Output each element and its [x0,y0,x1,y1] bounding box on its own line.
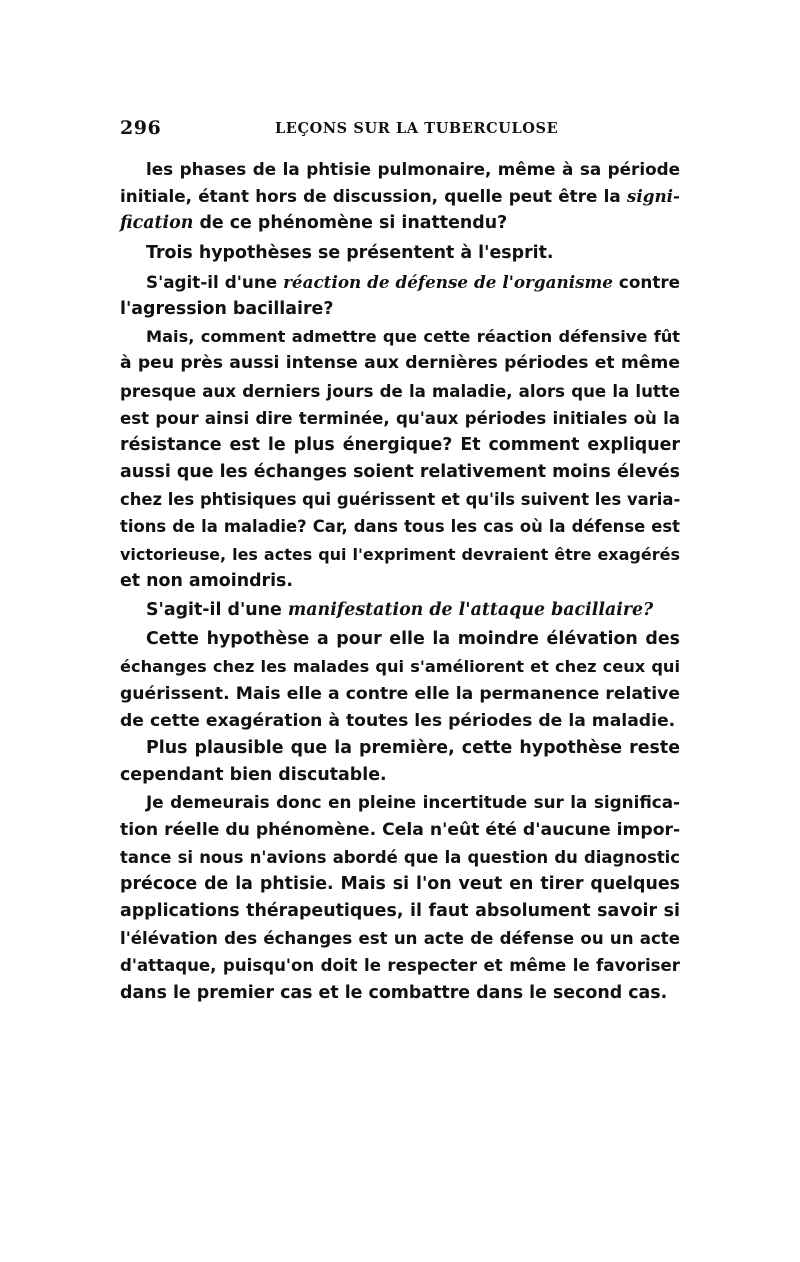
text-line [120,486,680,513]
text-line [120,568,680,595]
body-text [120,156,680,1007]
text-segment: presque aux derniers jours de la maladie, alors que la lutte [120,381,680,401]
paragraph [120,238,680,267]
text-segment: cependant bien discutable. [120,765,387,786]
text-segment: de ce phénomène si inattendu? [193,213,508,234]
text-line [120,432,680,459]
text-segment: tions de la maladie? Car, dans tous les cas où la défense est [120,517,680,537]
text-segment: Plus plausible que la première, cette hypothèse reste [146,737,680,758]
text-segment: S'agit-il d'une [146,600,288,620]
text-line [120,240,680,267]
text-line [120,925,680,952]
text-line [120,980,680,1007]
text-line [120,789,680,816]
text-segment: et non amoindris. [120,570,294,591]
text-segment: à peu près aussi intense aux dernières périodes et même [120,353,680,374]
text-line [120,405,680,432]
text-segment: Trois hypothèses se présentent à l'esprit. [146,242,554,263]
text-line [120,817,680,844]
text-segment: échanges chez les malades qui s'améliorent et chez ceux qui [120,657,680,677]
italic-phrase: fication [120,213,194,234]
text-segment: aussi que les échanges soient relativement moins élevés [120,462,680,483]
text-segment: victorieuse, les actes qui l'expriment devraient être exagérés [120,544,680,564]
text-line [120,210,680,237]
text-line [120,626,680,653]
text-segment: résistance est le plus énergique? Et comment expliquer [120,434,680,455]
paragraph [120,595,680,624]
text-segment: Cette hypothèse a pour elle la moindre élévation des [146,629,680,650]
text-line [120,350,680,377]
page-header [120,117,680,147]
text-line [120,708,680,735]
text-line [120,653,680,680]
text-segment: de cette exagération à toutes les périodes de la maladie. [120,710,676,731]
text-segment: applications thérapeutiques, il faut absolument savoir si [120,901,680,922]
text-line [120,378,680,405]
text-segment: l'élévation des échanges est un acte de défense ou un acte [120,929,680,949]
italic-phrase: signi- [626,186,680,207]
text-segment: chez les phtisiques qui guérissent et qu'ils suivent les varia- [120,490,681,510]
text-line [120,183,680,210]
text-segment: l'agression bacillaire? [120,298,334,319]
page-number: 296 [120,117,162,139]
text-line [120,323,680,350]
text-line [120,952,680,979]
paragraph [120,735,680,789]
text-line [120,597,680,624]
paragraph [120,323,680,595]
text-line [120,762,680,789]
text-line [120,296,680,323]
text-segment: dans le premier cas et le combattre dans le second cas. [120,982,668,1003]
text-segment: contre [612,271,680,292]
text-line [120,269,680,296]
paragraph [120,789,680,1007]
text-segment: tion réelle du phénomène. Cela n'eût été d'aucune impor- [120,819,681,840]
text-segment: initiale, étant hors de discussion, quelle peut être la [120,186,627,207]
text-line [120,735,680,762]
text-line [120,513,680,540]
text-segment: Je demeurais donc en pleine incertitude sur la significa- [146,792,680,813]
text-line [120,681,680,708]
running-title: LEÇONS SUR LA TUBERCULOSE [275,120,559,137]
text-line [120,459,680,486]
text-segment: précoce de la phtisie. Mais si l'on veut en tirer quelques [120,873,680,894]
italic-phrase: manifestation de l'attaque bacillaire? [287,600,654,620]
text-line [120,844,680,871]
text-line [120,541,680,568]
text-segment: S'agit-il d'une [146,271,284,292]
text-segment: Mais, comment admettre que cette réaction défensive fût [146,327,680,347]
text-line [120,156,680,183]
text-segment: guérissent. Mais elle a contre elle la permanence relative [120,683,680,704]
italic-phrase: réaction de défense de l'organisme [283,271,613,292]
text-line [120,898,680,925]
text-segment: les phases de la phtisie pulmonaire, même à sa période [146,159,680,179]
paragraph [120,156,680,238]
paragraph [120,624,680,735]
text-segment: est pour ainsi dire terminée, qu'aux périodes initiales où la [120,408,680,428]
text-segment: d'attaque, puisqu'on doit le respecter et même le favoriser [120,956,680,976]
text-segment: tance si nous n'avions abordé que la question du diagnostic [120,847,680,867]
text-line [120,871,680,898]
paragraph [120,267,680,323]
